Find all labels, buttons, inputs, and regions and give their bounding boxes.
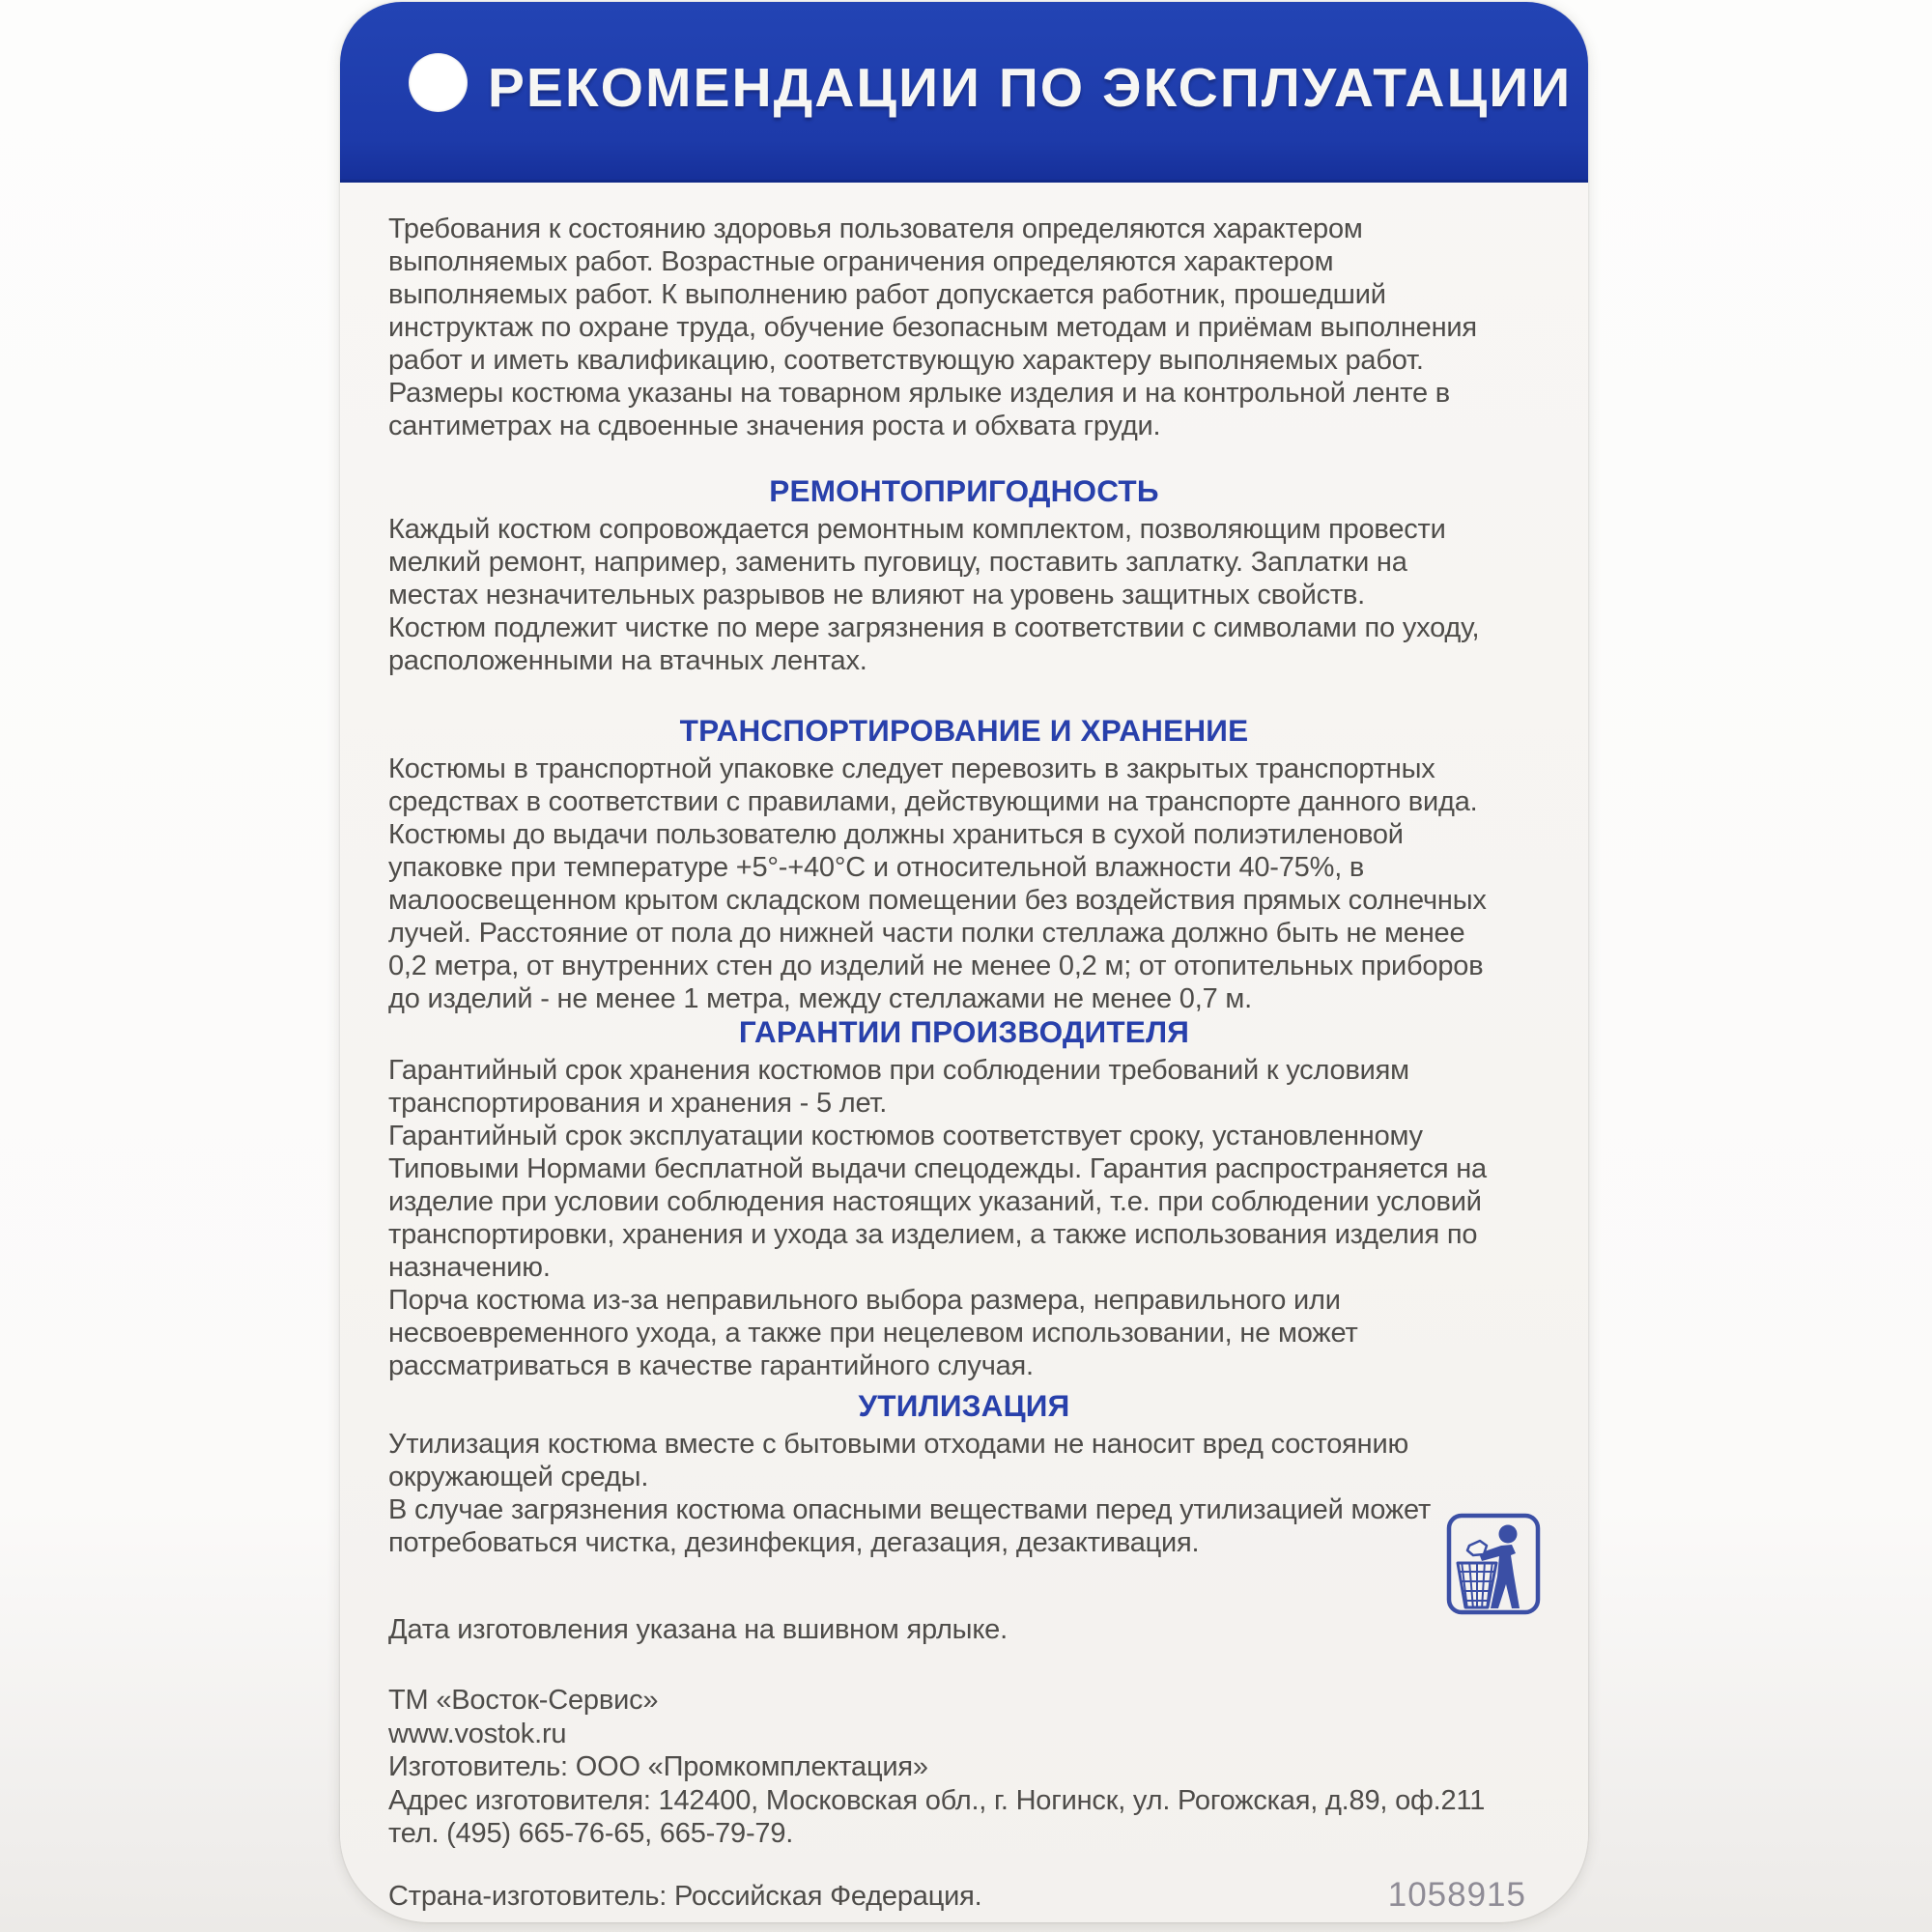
text-line: рассматриваться в качестве гарантийного случая. xyxy=(388,1350,1034,1381)
text-line: лучей. Расстояние от пола до нижней части полки стеллажа должно быть не менее xyxy=(388,918,1465,949)
text-line: местах незначительных разрывов не влияют на уровень защитных свойств. xyxy=(388,580,1366,611)
text-line: малоосвещенном крытом складском помещении без воздействия прямых солнечных xyxy=(388,885,1487,916)
header-band xyxy=(340,2,1588,183)
text-line: Утилизация костюма вместе с бытовыми отходами не наносит вред состоянию xyxy=(388,1429,1409,1460)
section-heading-repairability: РЕМОНТОПРИГОДНОСТЬ xyxy=(769,473,1159,508)
text-line: www.vostok.ru xyxy=(388,1718,567,1749)
text-line: потребоваться чистка, дезинфекция, дегазация, дезактивация. xyxy=(388,1527,1200,1558)
text-line: несвоевременного ухода, а также при нецелевом использовании, не может xyxy=(388,1318,1358,1349)
bottom-row xyxy=(340,1876,1588,1914)
text-line: Типовыми Нормами бесплатной выдачи спецодежды. Гарантия распространяется на xyxy=(388,1153,1487,1184)
date-note xyxy=(340,1613,1588,1646)
text-line: транспортирования и хранения - 5 лет. xyxy=(388,1088,888,1119)
paragraph-warranty xyxy=(340,1054,1588,1382)
text-line: работ и иметь квалификацию, соответствующую характеру выполняемых работ. xyxy=(388,345,1424,376)
section-heading-transport-storage: ТРАНСПОРТИРОВАНИЕ И ХРАНЕНИЕ xyxy=(679,713,1249,748)
text-line: сантиметрах на сдвоенные значения роста и обхвата груди. xyxy=(388,411,1161,441)
text-line: окружающей среды. xyxy=(388,1462,649,1492)
text-line: расположенными на втачных лентах. xyxy=(388,645,867,676)
country-line: Страна-изготовитель: Российская Федерация. xyxy=(388,1881,982,1912)
text-line: Костюмы в транспортной упаковке следует перевозить в закрытых транспортных xyxy=(388,753,1435,784)
section-disposal xyxy=(340,1389,1588,1559)
care-label-card xyxy=(340,2,1588,1922)
text-line: упаковке при температуре +5°-+40°С и относительной влажности 40-75%, в xyxy=(388,852,1365,883)
text-line: Порча костюма из-за неправильного выбора размера, неправильного или xyxy=(388,1285,1341,1316)
text-line: мелкий ремонт, например, заменить пуговицу, поставить заплатку. Заплатки на xyxy=(388,547,1407,578)
text-line: изделие при условии соблюдения настоящих указаний, т.е. при соблюдении условий xyxy=(388,1186,1482,1217)
text-line: тел. (495) 665-76-65, 665-79-79. xyxy=(388,1818,794,1849)
text-line: выполняемых работ. К выполнению работ допускается работник, прошедший xyxy=(388,279,1386,310)
section-repairability xyxy=(340,474,1588,677)
section-transport-storage xyxy=(340,714,1588,1015)
text-line: Каждый костюм сопровождается ремонтным комплектом, позволяющим провести xyxy=(388,514,1446,545)
paragraph-disposal xyxy=(340,1428,1588,1559)
page-title: РЕКОМЕНДАЦИИ ПО ЭКСПЛУАТАЦИИ xyxy=(487,57,1573,119)
section-heading-warranty: ГАРАНТИИ ПРОИЗВОДИТЕЛЯ xyxy=(738,1014,1190,1049)
date-note-text: Дата изготовления указана на вшивном ярлыке. xyxy=(388,1614,1008,1645)
text-line: инструктаж по охране труда, обучение безопасным методам и приёмам выполнения xyxy=(388,312,1477,343)
manufacturer-lines xyxy=(340,1684,1588,1851)
tidyman-recycling-icon xyxy=(1446,1513,1541,1615)
paragraph-intro xyxy=(340,213,1588,442)
text-line: Гарантийный срок эксплуатации костюмов соответствует сроку, установленному xyxy=(388,1121,1423,1151)
text-line: Гарантийный срок хранения костюмов при соблюдении требований к условиям xyxy=(388,1055,1409,1086)
text-line: выполняемых работ. Возрастные ограничения определяются характером xyxy=(388,246,1334,277)
text-line: Изготовитель: ООО «Промкомплектация» xyxy=(388,1751,928,1782)
text-line: до изделий - не менее 1 метра, между стеллажами не менее 0,7 м. xyxy=(388,983,1252,1014)
section-heading-disposal: УТИЛИЗАЦИЯ xyxy=(858,1388,1070,1423)
text-line: Адрес изготовителя: 142400, Московская обл., г. Ногинск, ул. Рогожская, д.89, оф.211 xyxy=(388,1784,1486,1816)
text-line: средствах в соответствии с правилами, действующими на транспорте данного вида. xyxy=(388,786,1478,817)
serial-number: 1058915 xyxy=(1387,1876,1526,1914)
text-line: Требования к состоянию здоровья пользователя определяются характером xyxy=(388,213,1363,244)
text-line: Размеры костюма указаны на товарном ярлыке изделия и на контрольной ленте в xyxy=(388,378,1450,409)
punch-hole xyxy=(409,53,468,112)
text-line: Костюмы до выдачи пользователю должны храниться в сухой полиэтиленовой xyxy=(388,819,1404,850)
manufacturer-footer xyxy=(340,1684,1588,1851)
text-line: назначению. xyxy=(388,1252,551,1283)
text-line: Костюм подлежит чистке по мере загрязнения в соответствии с символами по уходу, xyxy=(388,612,1480,643)
text-line: 0,2 метра, от внутренних стен до изделий не менее 0,2 м; от отопительных приборов xyxy=(388,951,1484,981)
paragraph-repairability xyxy=(340,513,1588,677)
text-line: ТМ «Восток-Сервис» xyxy=(388,1685,659,1716)
text-line: В случае загрязнения костюма опасными веществами перед утилизацией может xyxy=(388,1494,1432,1525)
section-warranty xyxy=(340,1015,1588,1382)
paragraph-transport-storage xyxy=(340,753,1588,1015)
text-line: транспортировки, хранения и ухода за изделием, а также использования изделия по xyxy=(388,1219,1478,1250)
section-intro xyxy=(340,213,1588,442)
